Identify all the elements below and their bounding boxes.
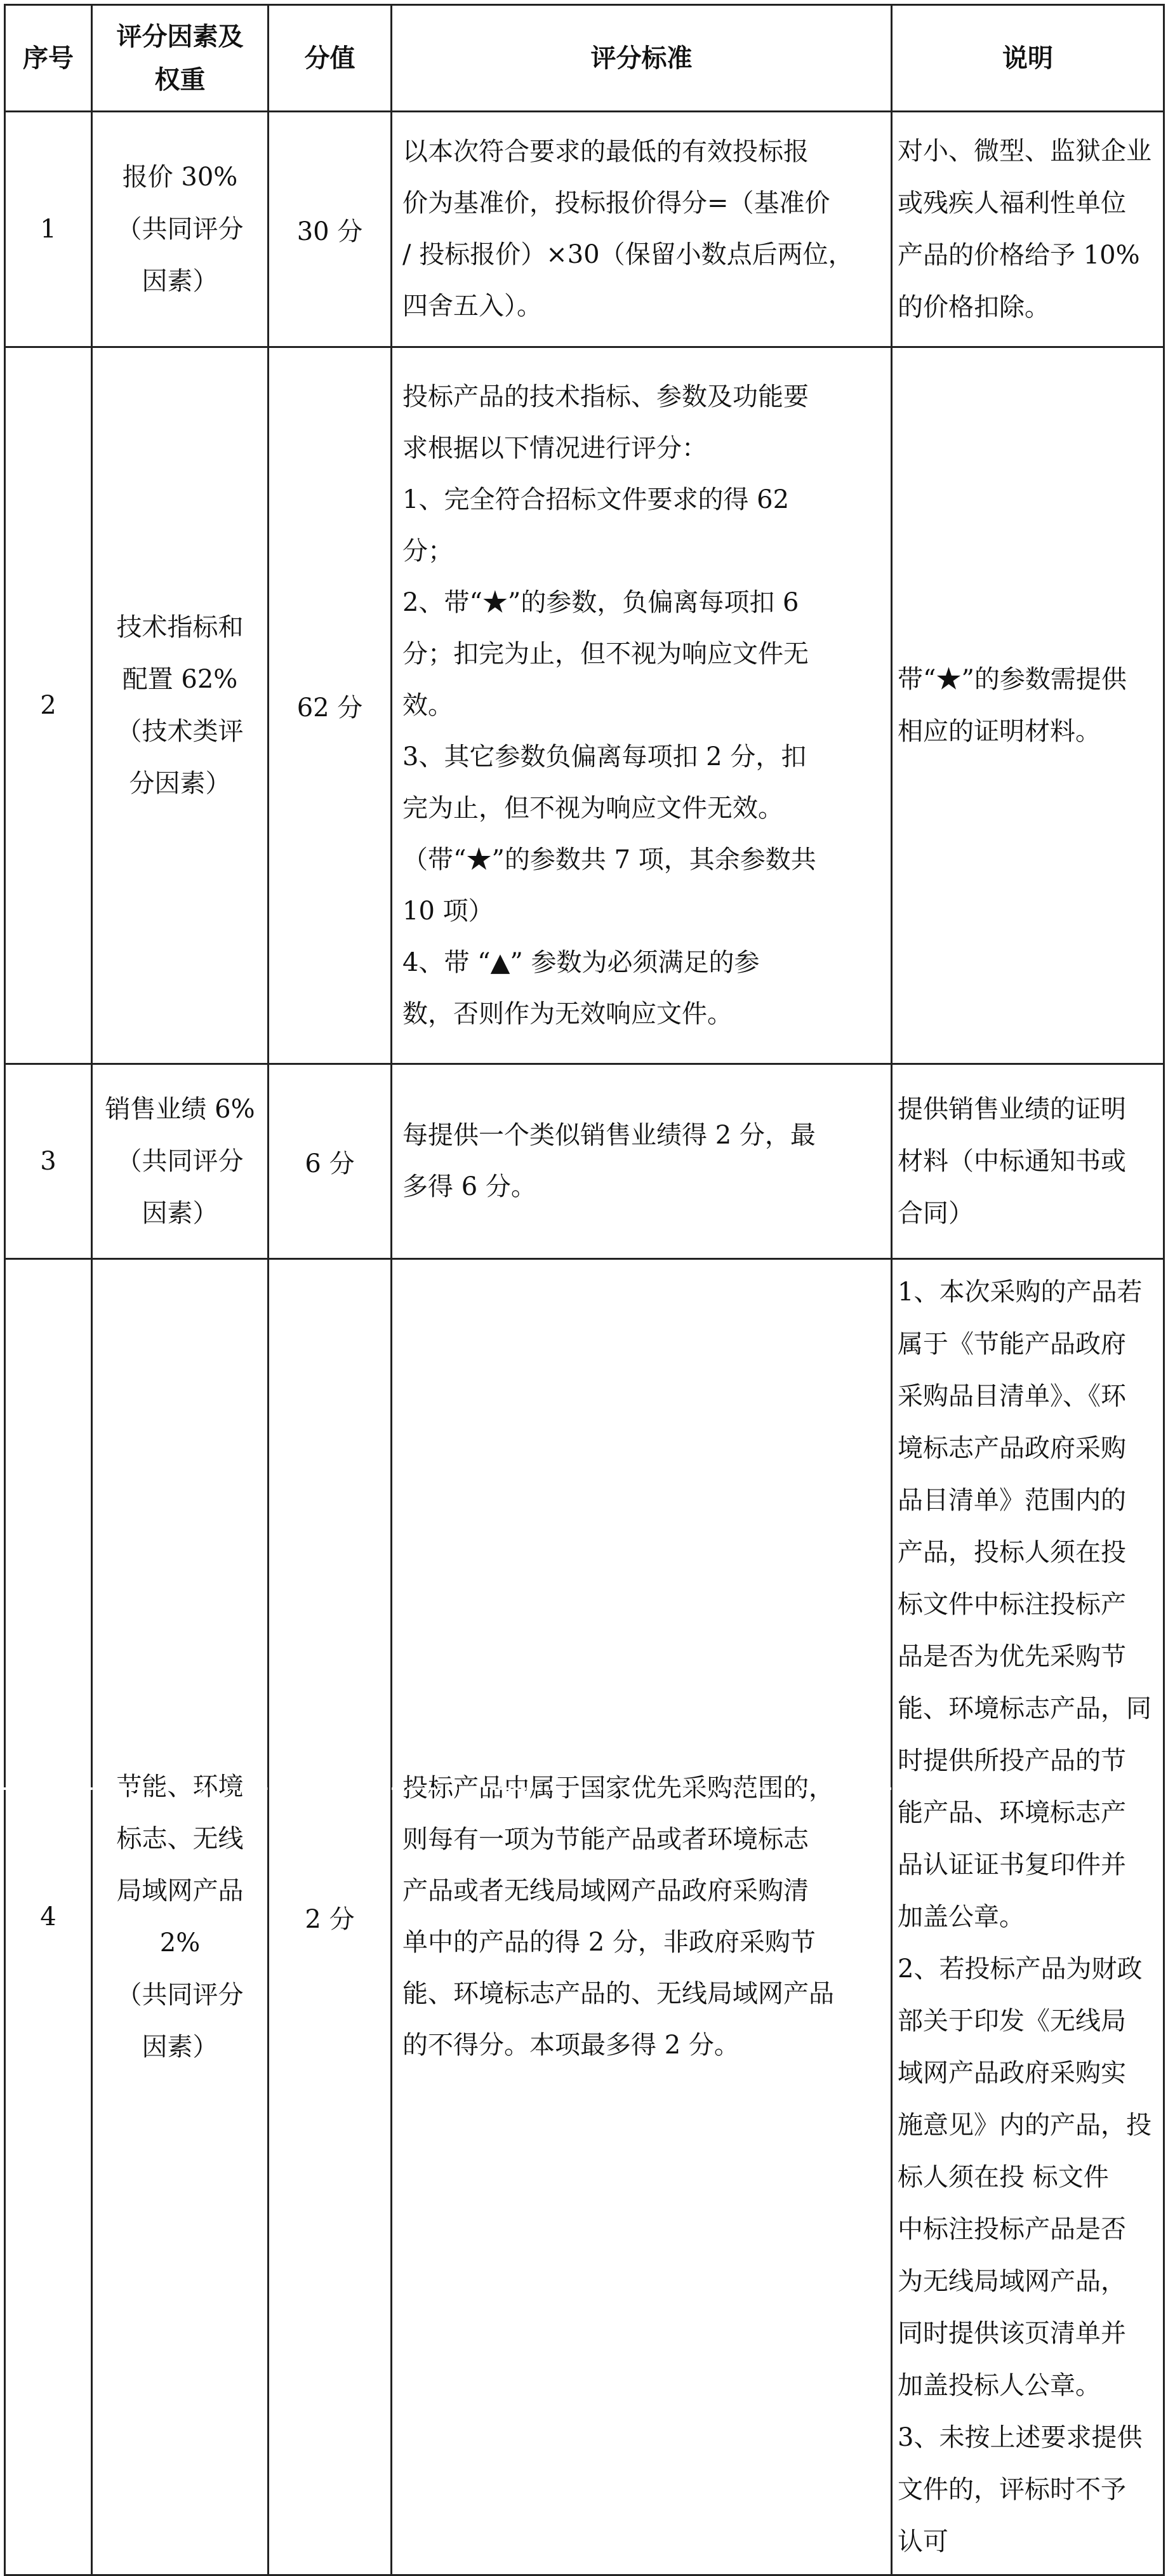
row-factor xyxy=(92,1259,269,2575)
standard-line: 分；扣完为止，但不视为响应文件无 xyxy=(402,639,809,669)
page-break-gap xyxy=(4,1787,899,1790)
note-line: 为无线局域网产品， xyxy=(898,2267,1126,2296)
table-row xyxy=(5,1064,1164,1259)
note-line: 文件的，评标时不予 xyxy=(898,2475,1126,2504)
standard-line: 效。 xyxy=(402,690,453,720)
row-score: 62 分 xyxy=(269,347,392,1064)
factor-line: 节能、环境 xyxy=(116,1772,244,1801)
standard-line: 则每有一项为节能产品或者环境标志 xyxy=(402,1825,809,1854)
row-score: 30 分 xyxy=(269,112,392,347)
note-line: 境标志产品政府采购 xyxy=(898,1434,1126,1463)
note-line: 认可 xyxy=(898,2527,948,2556)
note-line: 加盖公章。 xyxy=(898,1902,1025,1932)
standard-line: 分； xyxy=(402,536,453,566)
table-row xyxy=(5,112,1164,347)
factor-line: 标志、无线 xyxy=(116,1824,244,1853)
factor-line: 局域网产品 xyxy=(116,1876,244,1905)
note-line: 时提供所投产品的节 xyxy=(898,1746,1126,1775)
note-line: 能产品、环境标志产 xyxy=(898,1798,1126,1827)
note-line: 合同） xyxy=(898,1199,974,1228)
standard-line: 单中的产品的得 2 分，非政府采购节 xyxy=(402,1928,816,1957)
note-line: 属于《节能产品政府 xyxy=(898,1330,1126,1359)
header-no: 序号 xyxy=(5,5,92,112)
standard-line: 四舍五入）。 xyxy=(402,291,542,321)
standard-line: 的不得分。本项最多得 2 分。 xyxy=(402,2031,740,2060)
standard-line: （带“★”的参数共 7 项，其余参数共 xyxy=(402,844,816,874)
row-note xyxy=(892,347,1164,1064)
row-no: 4 xyxy=(5,1259,92,2575)
factor-line: 销售业绩 6% xyxy=(105,1095,255,1124)
header-score: 分值 xyxy=(269,5,392,112)
header-factor-line: 权重 xyxy=(154,65,206,95)
note-line: 域网产品政府采购实 xyxy=(898,2059,1126,2088)
standard-line: 投标产品的技术指标、参数及功能要 xyxy=(402,382,809,411)
row-no: 3 xyxy=(5,1064,92,1259)
standard-line: 能、环境标志产品的、无线局域网产品 xyxy=(402,1979,834,2008)
row-note xyxy=(892,1259,1164,2575)
header-factor-line: 评分因素及 xyxy=(116,22,244,51)
note-line: 品目清单》范围内的 xyxy=(898,1486,1126,1515)
table-row xyxy=(5,347,1164,1064)
note-line: 部关于印发《无线局 xyxy=(898,2006,1126,2036)
standard-line: 10 项） xyxy=(402,896,494,926)
note-line: 加盖投标人公章。 xyxy=(898,2371,1101,2400)
note-line: 1、本次采购的产品若 xyxy=(898,1278,1143,1307)
factor-line: （共同评分 xyxy=(116,1147,244,1176)
header-factor xyxy=(92,5,269,112)
standard-line: 每提供一个类似销售业绩得 2 分，最 xyxy=(402,1121,816,1150)
row-no: 2 xyxy=(5,347,92,1064)
row-standard xyxy=(392,1259,892,2575)
note-line: 2、若投标产品为财政 xyxy=(898,1954,1143,1984)
factor-line: （技术类评 xyxy=(116,717,244,746)
standard-line: / 投标报价）×30（保留小数点后两位， xyxy=(402,240,854,269)
table-header-row xyxy=(5,5,1164,112)
note-line: 品认证证书复印件并 xyxy=(898,1850,1126,1879)
factor-line: 技术指标和 xyxy=(116,613,244,642)
header-note: 说明 xyxy=(892,5,1164,112)
standard-line: 2、带“★”的参数，负偏离每项扣 6 xyxy=(402,587,799,617)
row-standard xyxy=(392,347,892,1064)
standard-line: 3、其它参数负偏离每项扣 2 分，扣 xyxy=(402,742,807,771)
row-factor xyxy=(92,112,269,347)
factor-line: 因素） xyxy=(142,1199,218,1228)
note-line: 带“★”的参数需提供 xyxy=(898,665,1127,694)
standard-line: 价为基准价，投标报价得分=（基准价 xyxy=(402,189,830,218)
factor-line: 配置 62% xyxy=(122,665,238,694)
standard-line: 以本次符合要求的最低的有效投标报 xyxy=(402,137,809,166)
standard-line: 产品或者无线局域网产品政府采购清 xyxy=(402,1876,809,1905)
standard-line: 投标产品中属于国家优先采购范围的， xyxy=(402,1773,834,1803)
note-line: 3、未按上述要求提供 xyxy=(898,2423,1143,2452)
note-line: 对小、微型、监狱企业 xyxy=(898,137,1151,166)
factor-line: 2% xyxy=(159,1928,201,1958)
standard-line: 多得 6 分。 xyxy=(402,1172,536,1201)
note-line: 品是否为优先采购节 xyxy=(898,1642,1126,1671)
row-factor xyxy=(92,1064,269,1259)
note-line: 施意见》内的产品，投 xyxy=(898,2111,1151,2140)
note-line: 材料（中标通知书或 xyxy=(898,1147,1126,1176)
factor-line: 报价 30% xyxy=(122,163,238,192)
note-line: 标人须在投 标文件 xyxy=(898,2163,1109,2192)
note-line: 能、环境标志产品，同 xyxy=(898,1694,1151,1723)
factor-line: （共同评分 xyxy=(116,1980,244,2010)
row-score: 2 分 xyxy=(269,1259,392,2575)
factor-line: 分因素） xyxy=(129,769,231,798)
note-line: 标文件中标注投标产 xyxy=(898,1590,1126,1619)
factor-line: 因素） xyxy=(142,267,218,296)
note-line: 产品的价格给予 10% xyxy=(898,241,1140,270)
standard-line: 完为止，但不视为响应文件无效。 xyxy=(402,793,783,823)
note-line: 采购品目清单》、《环 xyxy=(898,1382,1126,1411)
standard-line: 数，否则作为无效响应文件。 xyxy=(402,999,733,1029)
row-standard xyxy=(392,112,892,347)
row-note xyxy=(892,1064,1164,1259)
standard-line: 求根据以下情况进行评分： xyxy=(402,433,707,463)
standard-line: 4、带 “▲” 参数为必须满足的参 xyxy=(402,947,760,977)
note-line: 同时提供该页清单并 xyxy=(898,2319,1126,2348)
note-line: 中标注投标产品是否 xyxy=(898,2215,1126,2244)
row-note xyxy=(892,112,1164,347)
note-line: 或残疾人福利性单位 xyxy=(898,189,1126,218)
standard-line: 1、完全符合招标文件要求的得 62 xyxy=(402,484,790,514)
row-no: 1 xyxy=(5,112,92,347)
note-line: 提供销售业绩的证明 xyxy=(898,1095,1126,1124)
factor-line: （共同评分 xyxy=(116,215,244,244)
header-standard: 评分标准 xyxy=(392,5,892,112)
table-row xyxy=(5,1259,1164,2575)
note-line: 相应的证明材料。 xyxy=(898,717,1101,746)
row-score: 6 分 xyxy=(269,1064,392,1259)
note-line: 的价格扣除。 xyxy=(898,293,1050,322)
factor-line: 因素） xyxy=(142,2032,218,2062)
scoring-table xyxy=(4,4,1165,2576)
row-standard xyxy=(392,1064,892,1259)
row-factor xyxy=(92,347,269,1064)
note-line: 产品，投标人须在投 xyxy=(898,1538,1126,1567)
